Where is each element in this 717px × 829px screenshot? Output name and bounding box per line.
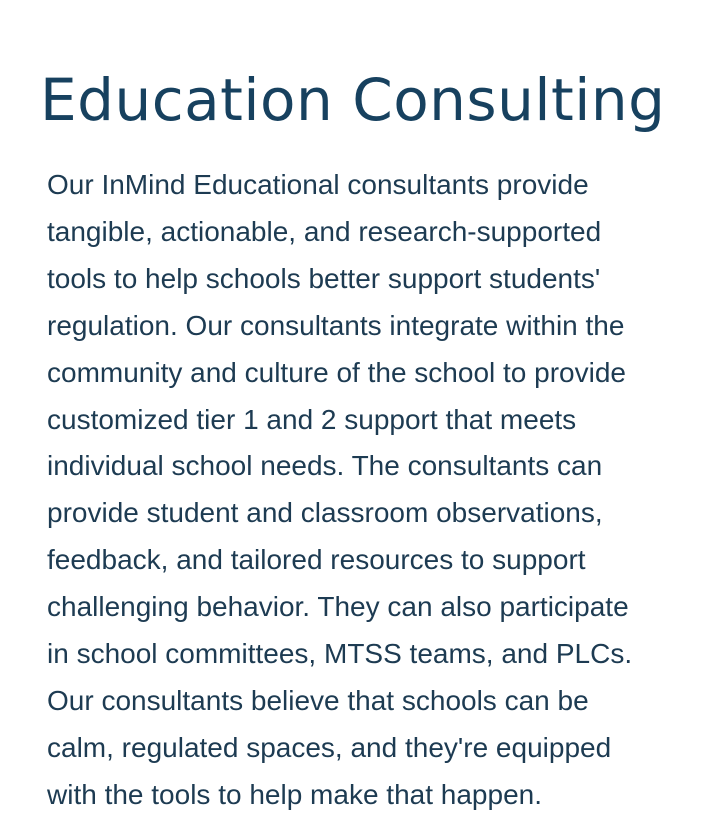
section-title: Education Consulting: [40, 66, 666, 134]
description-line: in school committees, MTSS teams, and PLCs.: [47, 638, 633, 670]
description-line: Our InMind Educational consultants provide: [47, 169, 589, 200]
description-line: calm, regulated spaces, and they're equipped: [47, 731, 612, 763]
description-line: tangible, actionable, and research-supported: [47, 215, 602, 247]
description-line: feedback, and tailored resources to support: [47, 544, 586, 576]
description-line: Our consultants believe that schools can be: [47, 684, 589, 716]
description-line: tools to help schools better support students': [47, 262, 601, 294]
description-line: customized tier 1 and 2 support that meets: [47, 403, 577, 435]
description-line: challenging behavior. They can also participate: [47, 591, 629, 623]
description-line: community and culture of the school to provide: [47, 356, 626, 388]
description-line: with the tools to help make that happen.: [47, 778, 542, 810]
section-description: [47, 162, 692, 819]
description-line: provide student and classroom observations,: [47, 497, 603, 529]
description-line: individual school needs. The consultants can: [47, 450, 603, 482]
description-line: regulation. Our consultants integrate within the: [47, 309, 625, 341]
